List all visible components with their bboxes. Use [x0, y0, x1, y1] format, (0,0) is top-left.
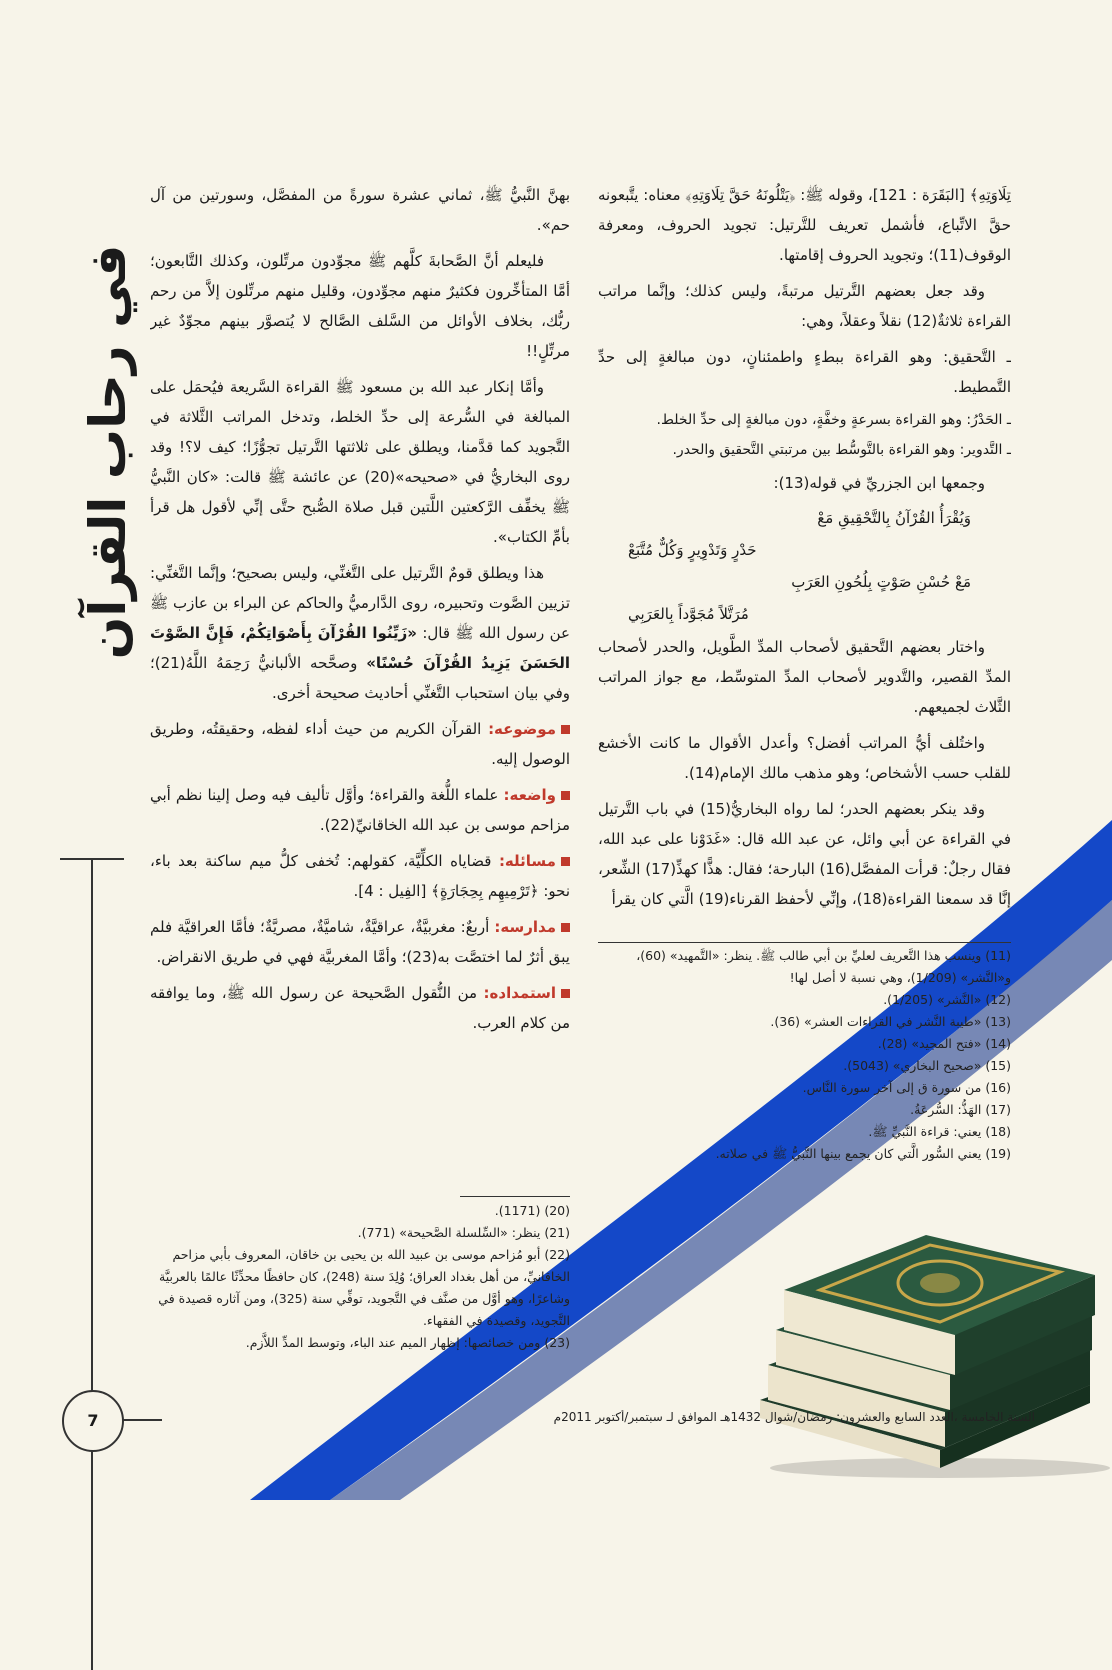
item-text: من النُّقول الصَّحيحة عن رسول الله ﷺ، وما يوافقه من كلام العرب. — [150, 984, 570, 1032]
margin-horizontal-rule — [60, 858, 124, 860]
bullet-square-icon — [561, 989, 570, 998]
item-label: موضوعه: — [488, 720, 556, 738]
footnote: (16) من سورة ق إلى آخر سورة النَّاس. — [802, 1080, 1011, 1095]
poem-verse: مَعْ حُسْنِ صَوْتٍ بِلُحُونِ العَرَبِ — [791, 573, 971, 591]
item-text: علماء اللُّغة والقراءة؛ وأوَّل تأليف فيه وصل إلينا نظم أبي مزاحم موسى بن عبد الله الخاقانيِّ(22). — [150, 786, 570, 834]
left-footnotes — [150, 1200, 570, 1365]
paragraph: بهنَّ النَّبيُّ ﷺ، ثماني عشرة سورةً من المفصَّل، وسورتين من آل حم». — [150, 186, 570, 234]
bullet-square-icon — [561, 857, 570, 866]
right-footnotes — [598, 945, 1011, 1190]
footnote: (17) الهَذُّ: السُّرعَةُ. — [910, 1102, 1011, 1117]
item-label: مسائله: — [498, 852, 556, 870]
paragraph: وقد ينكر بعضهم الحدر؛ لما رواه البخاريُّ(15) في باب التَّرتيل في القراءة عن أبي وائل، عن عبد الله قال: «غَدَوْنا على عبد الله، فقال رجلٌ: قرأت المفصَّل(16) البارحة؛ فقال: هذًّا كهذِّ(17) الشِّعر، إنَّا قد سمعنا القراءة(18)، وإنِّي لأحفظ القرناء(19) الَّتي كان يقرأ — [598, 800, 1011, 908]
footnote: (11) وينسب هذا التَّعريف لعليِّ بن أبي طالب ﷺ. ينظر: «التَّمهيد» (60)، و«النَّشر» (1/209)، وهي نسبة لا أصل لها! — [636, 948, 1011, 985]
item-text: القرآن الكريم من حيث أداء لفظه، وحقيقتُه، وطريق الوصول إليه. — [150, 720, 570, 768]
footnote: (14) «فتح المجيد» (28). — [877, 1036, 1011, 1051]
left-column — [150, 180, 570, 1200]
issue-footer: السنة الخامسة ،العدد السابع والعشرون: رمضان/شوال 1432هـ الموافق لـ سبتمبر/أكتوبر 2011م — [553, 1410, 1035, 1424]
paragraph: تِلَاوَتِهِ﴾ [البَقَرَة : 121]، وقوله ﷺ: ﴿يَتْلُونَهُ حَقَّ تِلَاوَتِهِ﴾ معناه: يتَّبعونه حقَّ الاتِّباع، فأشمل تعريف للتَّرتيل: تجويد الحروف، ومعرفة الوقوف(11)؛ وتجويد الحروف إقامتها. — [598, 186, 1011, 264]
section-title-text: في رحاب القرآن — [79, 244, 137, 660]
paragraph: فليعلم أنَّ الصَّحابةَ كلَّهم ﷺ مجوِّدون مرتِّلون، وكذلك التَّابعون؛ أمَّا المتأخِّرون فكثيرٌ منهم مجوِّدون، وقليل منهم مرتِّلون إلاَّ من رحم ربُّك، بخلاف الأوائل من السَّلف الصَّالح لا يُتصوَّر بينهم مجوِّدٌ غير مرتِّلٍ!! — [150, 252, 570, 360]
footnote: (23) ومن خصائصها: إظهار الميم عند الباء، وتوسط المدِّ اللاَّزم. — [245, 1335, 570, 1350]
paragraph: واختُلف أيُّ المراتب أفضل؟ وأعدل الأقوال ما كانت الأخشع للقلب حسب الأشخاص؛ وهو مذهب مالك الإمام(14). — [598, 734, 1011, 782]
item-label: مدارسه: — [494, 918, 556, 936]
footnote-rule — [598, 942, 1011, 943]
bullet-square-icon — [561, 791, 570, 800]
definition-item — [150, 714, 570, 774]
definition-item — [150, 846, 570, 906]
paragraph: واختار بعضهم التَّحقيق لأصحاب المدِّ الطَّويل، والحدر لأصحاب المدِّ القصير، والتَّدوير لأصحاب المدِّ المتوسِّط، مع جواز المراتب الثَّلاث لجميعهم. — [598, 638, 1011, 716]
footnote: (19) يعني السُّور الَّتي كان يجمع بينها النَّبيُّ ﷺ في صلاته. — [715, 1146, 1011, 1161]
paragraph: وأمَّا إنكار عبد الله بن مسعود ﷺ القراءة السَّريعة فيُحمَل على المبالغة في السُّرعة إلى حدِّ الخلط، وتدخل المراتب الثَّلاثة في التَّجويد كما قدَّمنا، ويطلق على ثلاثتها التَّرتيل تجوُّزًا؛ كيف لا؟! وقد روى البخاريُّ في «صحيحه»(20) عن عائشة ﷺ قالت: «كان النَّبيُّ ﷺ يخفِّف الرَّكعتين اللَّتين قبل صلاة الصُّبح حتَّى إنِّي لأقول هل قرأ بأمِّ الكتاب». — [150, 378, 570, 546]
poem-verse: مُرَتَّلاً مُجَوَّداً بِالعَرَبِي — [628, 605, 749, 623]
paragraph — [150, 558, 570, 708]
definition-item — [150, 978, 570, 1038]
section-title — [78, 162, 138, 742]
right-column — [598, 180, 1011, 940]
paragraph: ـ التَّحقيق: وهو القراءة ببطءٍ واطمئنانٍ، دون مبالغةٍ إلى حدِّ التَّمطيط. — [598, 348, 1011, 396]
poem-verse: وَيُقْرَأُ القُرْآنُ بِالتَّحْقِيقِ مَعْ — [817, 509, 971, 527]
footnote-rule — [460, 1196, 570, 1197]
footnote: (15) «صحيح البخاري» (5043). — [843, 1058, 1011, 1073]
footnote: (18) يعني: قراءة النَّبيِّ ﷺ. — [868, 1124, 1011, 1139]
paragraph: ـ الحَدْرُ: وهو القراءة بسرعةٍ وخفَّةٍ، دون مبالغةٍ إلى حدِّ الخلط. — [656, 412, 1011, 428]
margin-vertical-rule — [91, 858, 93, 1670]
footnote: (12) «النَّشر» (1/205). — [883, 992, 1011, 1007]
footnote: (22) أبو مُزاحم موسى بن عبيد الله بن يحيى بن خاقان، المعروف بأبي مزاحم الخاقانيِّ، من أهل بغداد العراق؛ وُلِدَ سنة (248)، كان حافظًا محدِّثًا عالمًا بالعربيَّة وشاعرًا، وهو أوَّل من صنَّف في التَّجويد، توفِّي سنة (325)، ومن آثاره قصيدة في التَّجويد، وقصيدة في الفقهاء. — [158, 1247, 570, 1328]
item-text: أربعٌ: مغربيَّةٌ، عراقيَّةٌ، شاميَّةٌ، مصريَّةٌ؛ فأمَّا العراقيَّة فلم يبق أثرٌ لما اختصَّت به(23)؛ وأمَّا المغربيَّة فهي في طريق الانقراض. — [150, 918, 570, 966]
footnote: (13) «طيبة النَّشر في القراءات العشر» (36). — [770, 1014, 1011, 1029]
paragraph: وجمعها ابن الجزريِّ في قوله(13): — [773, 474, 985, 492]
item-text: قضاياه الكلِّيَّة، كقولهم: تُخفى كلُّ ميم ساكنة بعد باء، نحو: ﴿تَرْمِيهِم بِحِجَارَةٍ﴾ [الفِيل : 4]. — [150, 852, 570, 900]
paragraph: ـ التَّدوير: وهو القراءة بالتَّوسُّط بين مرتبتي التَّحقيق والحدر. — [672, 442, 1011, 458]
definition-item — [150, 912, 570, 972]
paragraph-text: هذا ويطلق قومٌ التَّرتيل على التَّغنِّي، وليس بصحيح؛ وإنَّما التَّغنِّي: تزيين الصَّوت وتحبيره، روى الدَّارميُّ والحاكم عن البراء بن عازب ﷺ عن رسول الله ﷺ قال: — [150, 564, 570, 642]
item-label: استمداده: — [483, 984, 556, 1002]
bullet-square-icon — [561, 923, 570, 932]
item-label: واضعه: — [503, 786, 556, 804]
footnote: (21) ينظر: «السِّلسلة الصَّحيحة» (771). — [357, 1225, 570, 1240]
bullet-square-icon — [561, 725, 570, 734]
poem-verse: حَدْرٍ وَتَدْوِيرٍ وَكُلٌّ مُتَّبَعْ — [628, 541, 757, 559]
page-number: 7 — [62, 1390, 124, 1452]
paragraph: وقد جعل بعضهم التَّرتيل مرتبةً، وليس كذلك؛ وإنَّما مراتب القراءة ثلاثةٌ(12) نقلاً وعقلاً، وهي: — [598, 282, 1011, 330]
definition-item — [150, 780, 570, 840]
hadith-quote: «زَيِّنُوا القُرْآنَ بِأَصْوَاتِكُمْ، فَإِنَّ الصَّوْتَ الحَسَنَ يَزِيدُ القُرْآنَ حُسْنًا» — [150, 624, 570, 672]
footer-rule — [122, 1419, 162, 1421]
footnote: (20) (1171). — [494, 1203, 570, 1218]
paragraph-text: وصحَّحه الألبانيُّ رَحِمَهُ اللَّهُ(21)؛ وفي بيان استحباب التَّغنِّي أحاديث صحيحة أخرى. — [150, 654, 570, 702]
